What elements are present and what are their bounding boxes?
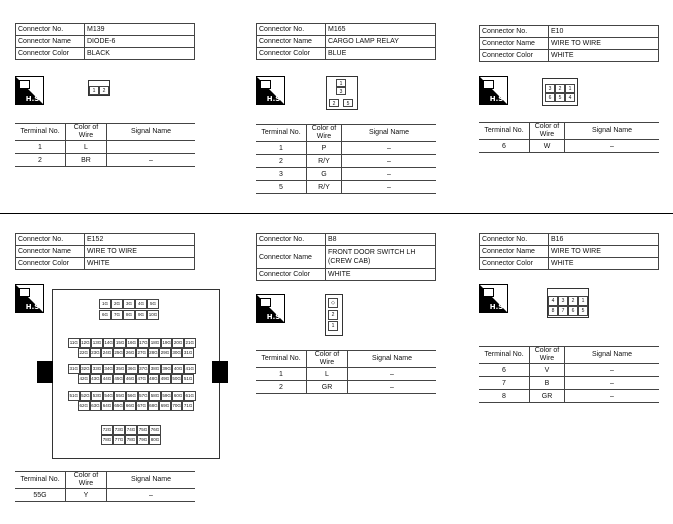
pin-cell: 53G <box>91 391 103 401</box>
pin-cell: 33G <box>91 364 103 374</box>
pin-cell: 1G <box>99 299 111 309</box>
pin-cell: 80G <box>149 435 161 445</box>
pin-cell: 66G <box>124 401 136 411</box>
table-row: 1 P – <box>256 142 436 155</box>
pin-cell: 9G <box>135 310 147 320</box>
connector-no: M139 <box>85 24 195 36</box>
pin-cell: 65G <box>113 401 125 411</box>
terminal-table: Terminal No. Color of Wire Signal Name 1 L – 2 GR – <box>256 350 436 394</box>
pin-cell: 58G <box>149 391 161 401</box>
pin-cell: 2G <box>111 299 123 309</box>
pin-cell: 59G <box>161 391 173 401</box>
pin-cell: 44G <box>101 374 113 384</box>
pin-cell: 17G <box>138 338 150 348</box>
pin-cell: 36G <box>126 364 138 374</box>
connector-info-table: Connector No. B8 Connector Name FRONT DOOR SWITCH LH (CREW CAB) Connector Color WHITE <box>256 233 436 281</box>
pin-cell: 55G <box>114 391 126 401</box>
pin-cell: 73G <box>113 425 125 435</box>
terminal-table: Terminal No. Color of Wire Signal Name 1 P – 2 R/Y – 3 G – 5 R/Y – <box>256 124 436 194</box>
connector-name: DIODE-6 <box>85 36 195 48</box>
pin-cell: 7G <box>111 310 123 320</box>
table-row: 2 BR – <box>15 154 195 167</box>
table-row: 55G Y – <box>15 489 195 502</box>
pin-cell: 74G <box>125 425 137 435</box>
pin-cell: 39G <box>161 364 173 374</box>
pin-cell: 20G <box>172 338 184 348</box>
pin-cell: 70G <box>171 401 183 411</box>
table-row: 1 L <box>15 141 195 154</box>
connector-info-table <box>15 23 195 60</box>
pin-cell: 19G <box>161 338 173 348</box>
pin-cell: 31G <box>182 348 194 358</box>
table-row: 6 W – <box>479 140 659 153</box>
table-row: 1 L – <box>256 368 436 381</box>
table-row: 7 B – <box>479 377 659 390</box>
pin-cell: 23G <box>90 348 102 358</box>
pin-cell: 32G <box>80 364 92 374</box>
pin-cell: 79G <box>137 435 149 445</box>
pin-cell: 34G <box>103 364 115 374</box>
pin-cell: 26G <box>124 348 136 358</box>
connector-info-table: Connector No. E10 Connector Name WIRE TO WIRE Connector Color WHITE <box>479 25 659 62</box>
connector-info-table: Connector No. M165 Connector Name CARGO LAMP RELAY Connector Color BLUE <box>256 23 436 60</box>
pin-cell: 40G <box>172 364 184 374</box>
harness-side-icon: H.S. <box>479 284 508 313</box>
pin-cell: 46G <box>124 374 136 384</box>
pin-cell: 4G <box>135 299 147 309</box>
pin-cell: 57G <box>138 391 150 401</box>
pin-cell: 10G <box>147 310 159 320</box>
table-row: 2 GR – <box>256 381 436 394</box>
harness-side-icon: H.S. <box>479 76 508 105</box>
label-connector-name: Connector Name <box>16 36 85 48</box>
pin-cell: 51G <box>68 391 80 401</box>
pin-cell: 24G <box>101 348 113 358</box>
pin-cell: 15G <box>114 338 126 348</box>
pin-cell: 64G <box>101 401 113 411</box>
pin-cell: 61G <box>184 391 196 401</box>
label-connector-color: Connector Color <box>16 48 85 60</box>
pin-cell: 54G <box>103 391 115 401</box>
pin-cell: 72G <box>101 425 113 435</box>
pin-cell: 78G <box>101 435 113 445</box>
pin-cell: 56G <box>126 391 138 401</box>
table-row: 2 R/Y – <box>256 155 436 168</box>
pin-cell: 3G <box>123 299 135 309</box>
pin-cell: 75G <box>137 425 149 435</box>
table-row: 3 G – <box>256 168 436 181</box>
pin-cell: 11G <box>68 338 80 348</box>
pin-cell: 71G <box>182 401 194 411</box>
connector-face-diagram: 1 3 2 5 <box>326 76 358 110</box>
pin-cell: 18G <box>149 338 161 348</box>
pin-cell: 22G <box>78 348 90 358</box>
pin-cell: 12G <box>80 338 92 348</box>
table-row: 5 R/Y – <box>256 181 436 194</box>
pin-cell: 8G <box>123 310 135 320</box>
pin-cell: 37G <box>138 364 150 374</box>
pin-cell: 28G <box>148 348 160 358</box>
connector-color: BLACK <box>85 48 195 60</box>
pin-cell: 60G <box>172 391 184 401</box>
pin-cell: 51G <box>182 374 194 384</box>
harness-side-icon: H.S. <box>15 76 44 105</box>
pin-cell: 25G <box>113 348 125 358</box>
pin-cell: 77G <box>113 435 125 445</box>
pin-cell: 47G <box>136 374 148 384</box>
pin-cell: 30G <box>171 348 183 358</box>
connector-lock-right <box>212 361 228 383</box>
harness-side-icon: H.S. <box>256 76 285 105</box>
pin-cell: 78G <box>125 435 137 445</box>
pin-cell: 76G <box>149 425 161 435</box>
pin-cell: 38G <box>149 364 161 374</box>
connector-face-diagram: 3 2 1 6 5 4 <box>542 78 578 106</box>
pin-cell: 67G <box>136 401 148 411</box>
pin-cell: 62G <box>78 401 90 411</box>
table-row: 6 V – <box>479 364 659 377</box>
pin-cell: 48G <box>148 374 160 384</box>
label-connector-no: Connector No. <box>16 24 85 36</box>
pin-cell: 45G <box>113 374 125 384</box>
connector-face-diagram: 1 2 <box>88 80 110 96</box>
pin-cell: 27G <box>136 348 148 358</box>
pin-cell: 16G <box>126 338 138 348</box>
pin-cell: 42G <box>78 374 90 384</box>
harness-side-icon: H.S. <box>256 294 285 323</box>
pin-cell: 14G <box>103 338 115 348</box>
connector-lock-left <box>37 361 53 383</box>
pin-cell: 29G <box>159 348 171 358</box>
pin-cell: 5G <box>147 299 159 309</box>
terminal-table: Terminal No. Color of Wire Signal Name 55G Y – <box>15 471 195 502</box>
pin-cell: 6G <box>99 310 111 320</box>
pin-cell: 35G <box>114 364 126 374</box>
pin-cell: 31G <box>68 364 80 374</box>
terminal-table: Terminal No. Color of Wire Signal Name 6 W – <box>479 122 659 153</box>
pin-cell: 52G <box>80 391 92 401</box>
connector-info-table: Connector No. E152 Connector Name WIRE TO WIRE Connector Color WHITE <box>15 233 195 270</box>
terminal-table: Terminal No. Color of Wire Signal Name 6 V – 7 B – 8 GR – <box>479 346 659 403</box>
pin-cell: 21G <box>184 338 196 348</box>
pin-cell: 50G <box>171 374 183 384</box>
section-divider <box>0 213 673 214</box>
connector-face-diagram: ◇ 2 1 <box>325 294 343 336</box>
pin-cell: 68G <box>148 401 160 411</box>
pin-cell: 41G <box>184 364 196 374</box>
pin-cell: 63G <box>90 401 102 411</box>
terminal-table: Terminal No. Color of Wire Signal Name 1 L 2 BR – <box>15 123 195 167</box>
pin-cell: 13G <box>91 338 103 348</box>
table-row: 8 GR – <box>479 390 659 403</box>
pin-cell: 43G <box>90 374 102 384</box>
connector-info-table: Connector No. B16 Connector Name WIRE TO WIRE Connector Color WHITE <box>479 233 659 270</box>
pin-cell: 49G <box>159 374 171 384</box>
harness-side-icon: H.S. <box>15 284 44 313</box>
pin-cell: 69G <box>159 401 171 411</box>
connector-face-diagram: 4 3 2 1 8 7 6 5 <box>547 288 589 318</box>
